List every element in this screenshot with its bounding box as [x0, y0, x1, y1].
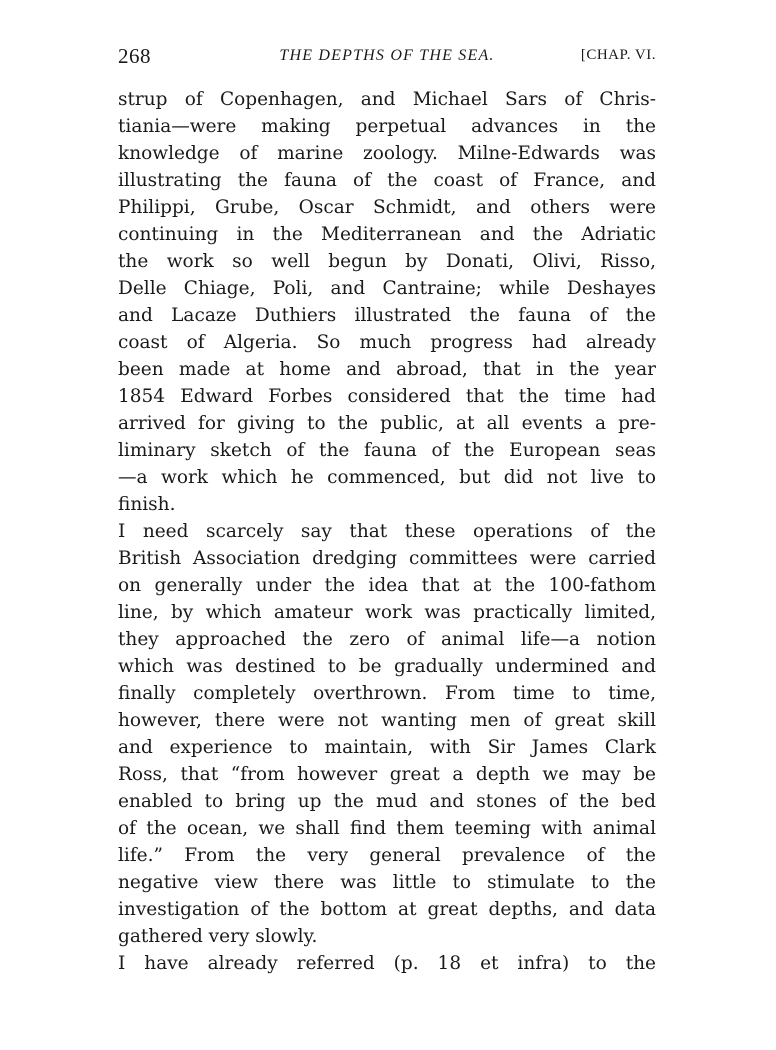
- text-line: they approached the zero of animal life—a notion: [118, 629, 656, 650]
- text-line: British Association dredging committees were carried: [118, 548, 656, 569]
- text-line: the work so well begun by Donati, Olivi, Risso,: [118, 251, 656, 272]
- text-line: arrived for giving to the public, at all events a pre-: [118, 413, 656, 434]
- paragraph-end-line: finish.: [118, 494, 176, 515]
- text-line: line, by which amateur work was practically limited,: [118, 602, 656, 623]
- text-line: liminary sketch of the fauna of the European seas: [118, 440, 656, 461]
- text-line: which was destined to be gradually undermined and: [118, 656, 656, 677]
- paragraph-start-line: I need scarcely say that these operations of the: [118, 521, 656, 542]
- page-number: 268: [118, 44, 151, 68]
- text-line: coast of Algeria. So much progress had already: [118, 332, 656, 353]
- text-line: however, there were not wanting men of great skill: [118, 710, 656, 731]
- text-line: Ross, that “from however great a depth we may be: [118, 764, 656, 785]
- text-line: of the ocean, we shall find them teeming with animal: [118, 818, 656, 839]
- text-line: been made at home and abroad, that in the year: [118, 359, 656, 380]
- chapter-reference: [CHAP. VI.: [580, 47, 656, 63]
- text-line: knowledge of marine zoology. Milne-Edwards was: [118, 143, 656, 164]
- text-line: continuing in the Mediterranean and the Adriatic: [118, 224, 656, 245]
- text-line: finally completely overthrown. From time to time,: [118, 683, 656, 704]
- text-line: investigation of the bottom at great depths, and data: [118, 899, 656, 920]
- text-line: enabled to bring up the mud and stones of the bed: [118, 791, 656, 812]
- text-line: tiania—were making perpetual advances in the: [118, 116, 656, 137]
- paragraph-start-line: I have already referred (p. 18 et infra) to the: [118, 953, 656, 974]
- text-line: on generally under the idea that at the 100-fathom: [118, 575, 656, 596]
- text-line: and Lacaze Duthiers illustrated the fauna of the: [118, 305, 656, 326]
- paragraph-end-line: gathered very slowly.: [118, 926, 318, 947]
- running-title: THE DEPTHS OF THE SEA.: [279, 47, 495, 64]
- text-line: Philippi, Grube, Oscar Schmidt, and others were: [118, 197, 656, 218]
- text-line: Delle Chiage, Poli, and Cantraine; while Deshayes: [118, 278, 656, 299]
- text-line: —a work which he commenced, but did not live to: [118, 467, 656, 488]
- text-line: strup of Copenhagen, and Michael Sars of Chris-: [118, 89, 656, 110]
- text-line: and experience to maintain, with Sir James Clark: [118, 737, 656, 758]
- body-text: [118, 86, 656, 977]
- text-line: life.” From the very general prevalence of the: [118, 845, 656, 866]
- text-line: illustrating the fauna of the coast of France, and: [118, 170, 656, 191]
- text-line: negative view there was little to stimulate to the: [118, 872, 656, 893]
- page-header: [118, 44, 656, 72]
- text-line: 1854 Edward Forbes considered that the time had: [118, 386, 656, 407]
